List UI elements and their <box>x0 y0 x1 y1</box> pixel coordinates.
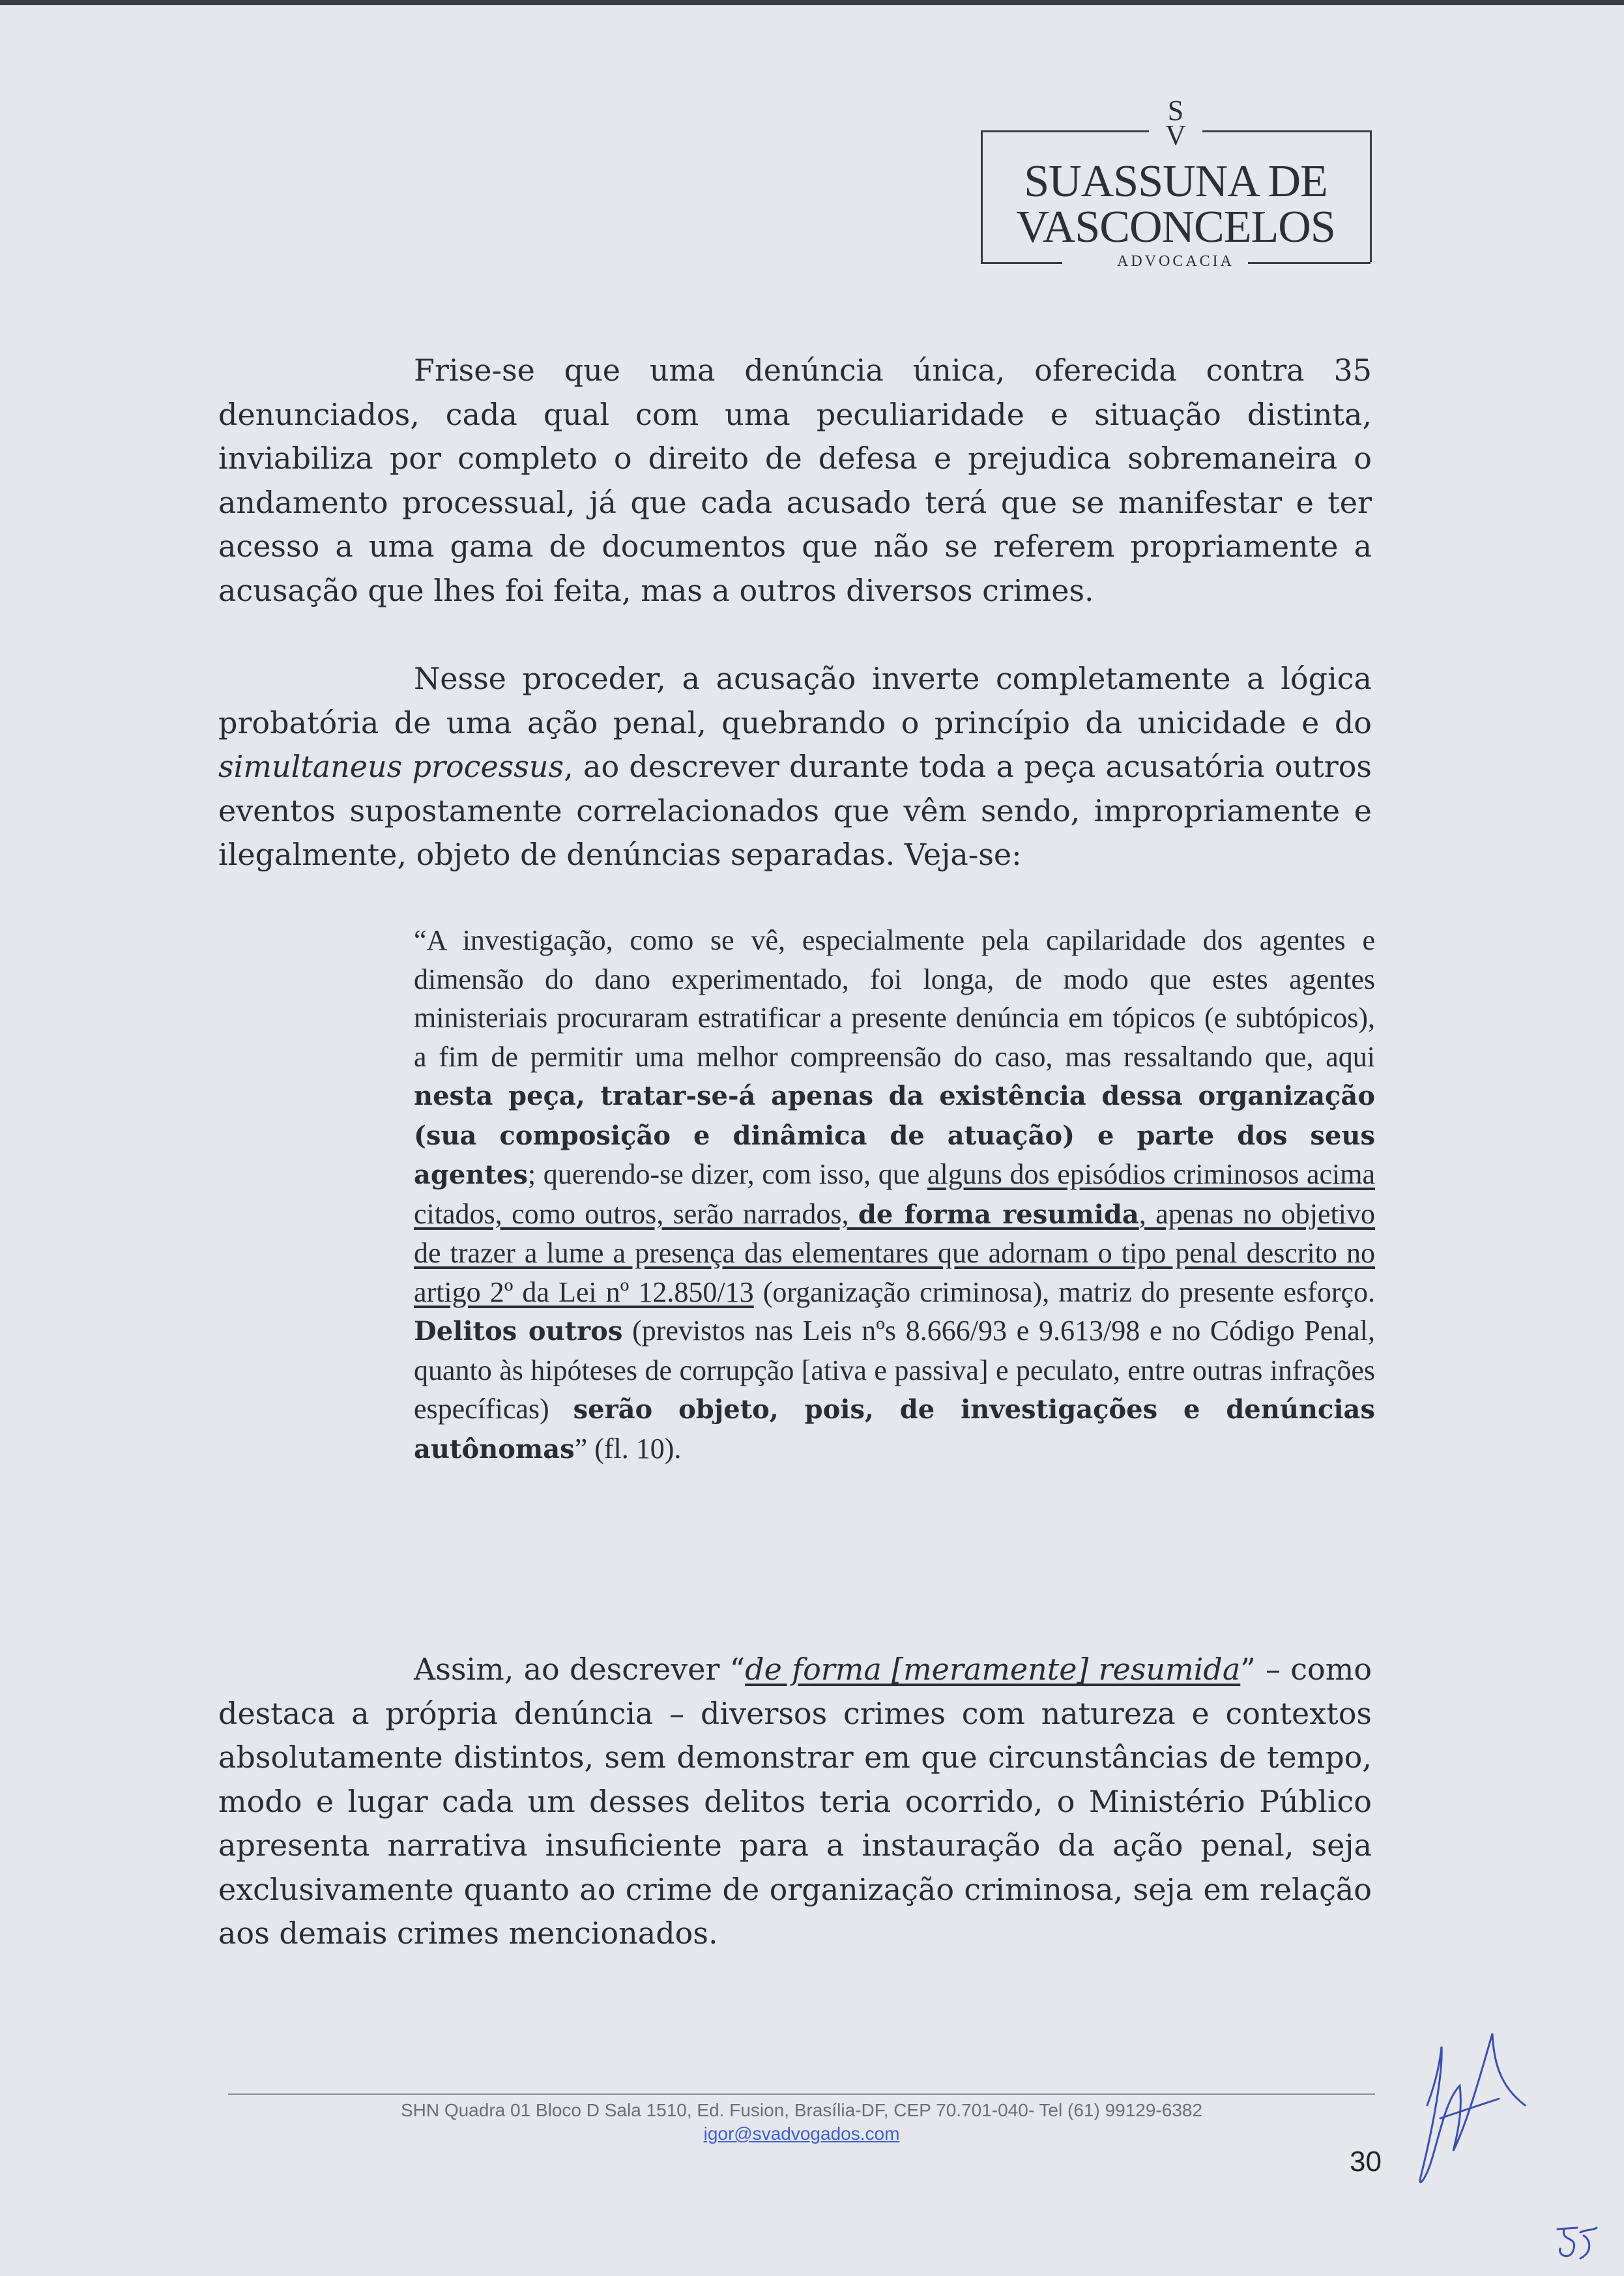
logo-subtitle: ADVOCACIA <box>1117 253 1234 270</box>
paragraph-3-italic-underline: de forma [meramente] resumida <box>745 1652 1241 1687</box>
footer-address: SHN Quadra 01 Bloco D Sala 1510, Ed. Fusion, Brasília-DF, CEP 70.701-040- Tel (61) 99129-6382 <box>400 2100 1203 2120</box>
paragraph-2 <box>218 657 1372 877</box>
logo-monogram-s: S <box>1167 95 1184 126</box>
quote-text-4: (previstos nas Leis nºs 8.666/93 e 9.613/98 e no Código Penal, quanto às hipóteses de corrupção [ativa e passiva] e peculato, entre outras infrações específicas) <box>414 1315 1375 1425</box>
quote-bold-underline: de forma resumida <box>858 1199 1139 1230</box>
logo-name-line2: VASCONCELOS <box>1016 202 1335 252</box>
paragraph-2-italic: simultaneus processus <box>218 749 564 784</box>
quote-bold-2: Delitos outros <box>414 1316 623 1347</box>
paragraph-3-text-a: Assim, ao descrever “ <box>414 1652 746 1687</box>
footer-divider <box>228 2094 1375 2095</box>
scan-top-edge <box>0 0 1624 5</box>
logo-name-line1: SUASSUNA DE <box>1024 156 1327 207</box>
handwritten-signature <box>1401 2007 1531 2203</box>
quote-text-5: ” (fl. 10). <box>574 1432 682 1465</box>
quote-underline-1: alguns dos episódios criminosos acima citados, como outros, serão narrados, <box>414 1158 1375 1230</box>
logo-firm-name <box>981 156 1370 252</box>
paragraph-1-text: Frise-se que uma denúncia única, oferecida contra 35 denunciados, cada qual com uma peculiaridade e situação distinta, inviabiliza por completo o direito de defesa e prejudica sobremaneira o andamento processual, já que cada acusado terá que se manifestar e ter acesso a uma gama de documentos que não se referem propriamente a acusação que lhes foi feita, mas a outros diversos crimes. <box>218 353 1372 608</box>
firm-logo <box>981 95 1370 270</box>
paragraph-3-text-b: ” – como destaca a própria denúncia – diversos crimes com natureza e contextos absolutamente distintos, sem demonstrar em que circunstâncias de tempo, modo e lugar cada um desses delitos teria ocorrido, o Ministério Público apresenta narrativa insuficiente para a instauração da ação penal, seja exclusivamente quanto ao crime de organização criminosa, seja em relação aos demais crimes mencionados. <box>218 1652 1372 1951</box>
quote-underline-2: , apenas no objetivo de trazer a lume a presença das elementares que adornam o tipo penal descrito no artigo 2º da Lei nº 12.850/13 <box>414 1197 1375 1308</box>
quote-bold-1: nesta peça, tratar-se-á apenas da existência dessa organização (sua composição e dinâmica de atuação) e parte dos seus agentes <box>414 1081 1375 1190</box>
quote-text-2: ; querendo-se dizer, com isso, que <box>527 1158 927 1190</box>
paragraph-1 <box>218 349 1372 613</box>
page-number: 30 <box>1350 2146 1382 2178</box>
handwritten-margin-number <box>1551 2216 1603 2268</box>
paragraph-2-text-a: Nesse proceder, a acusação inverte completamente a lógica probatória de uma ação penal, quebrando o princípio da unicidade e do <box>218 661 1372 740</box>
paragraph-2-text-b: , ao descrever durante toda a peça acusatória outros eventos supostamente correlacionados que vêm sendo, impropriamente e ilegalmente, objeto de denúncias separadas. Veja-se: <box>218 749 1372 872</box>
footer-email-link[interactable]: igor@svadvogados.com <box>703 2123 900 2144</box>
block-quote <box>414 921 1375 1468</box>
quote-text-1: “A investigação, como se vê, especialmente pela capilaridade dos agentes e dimensão do dano experimentado, foi longa, de modo que estes agentes ministeriais procuraram estratificar a presente denúncia em tópicos (e subtópicos), a fim de permitir uma melhor compreensão do caso, mas ressaltando que, aqui <box>414 924 1375 1073</box>
logo-monogram-v: V <box>1165 119 1186 151</box>
paragraph-3 <box>218 1648 1372 1956</box>
quote-text-3: (organização criminosa), matriz do presente esforço. <box>753 1276 1375 1308</box>
quote-bold-3: serão objeto, pois, de investigações e denúncias autônomas <box>414 1394 1375 1465</box>
